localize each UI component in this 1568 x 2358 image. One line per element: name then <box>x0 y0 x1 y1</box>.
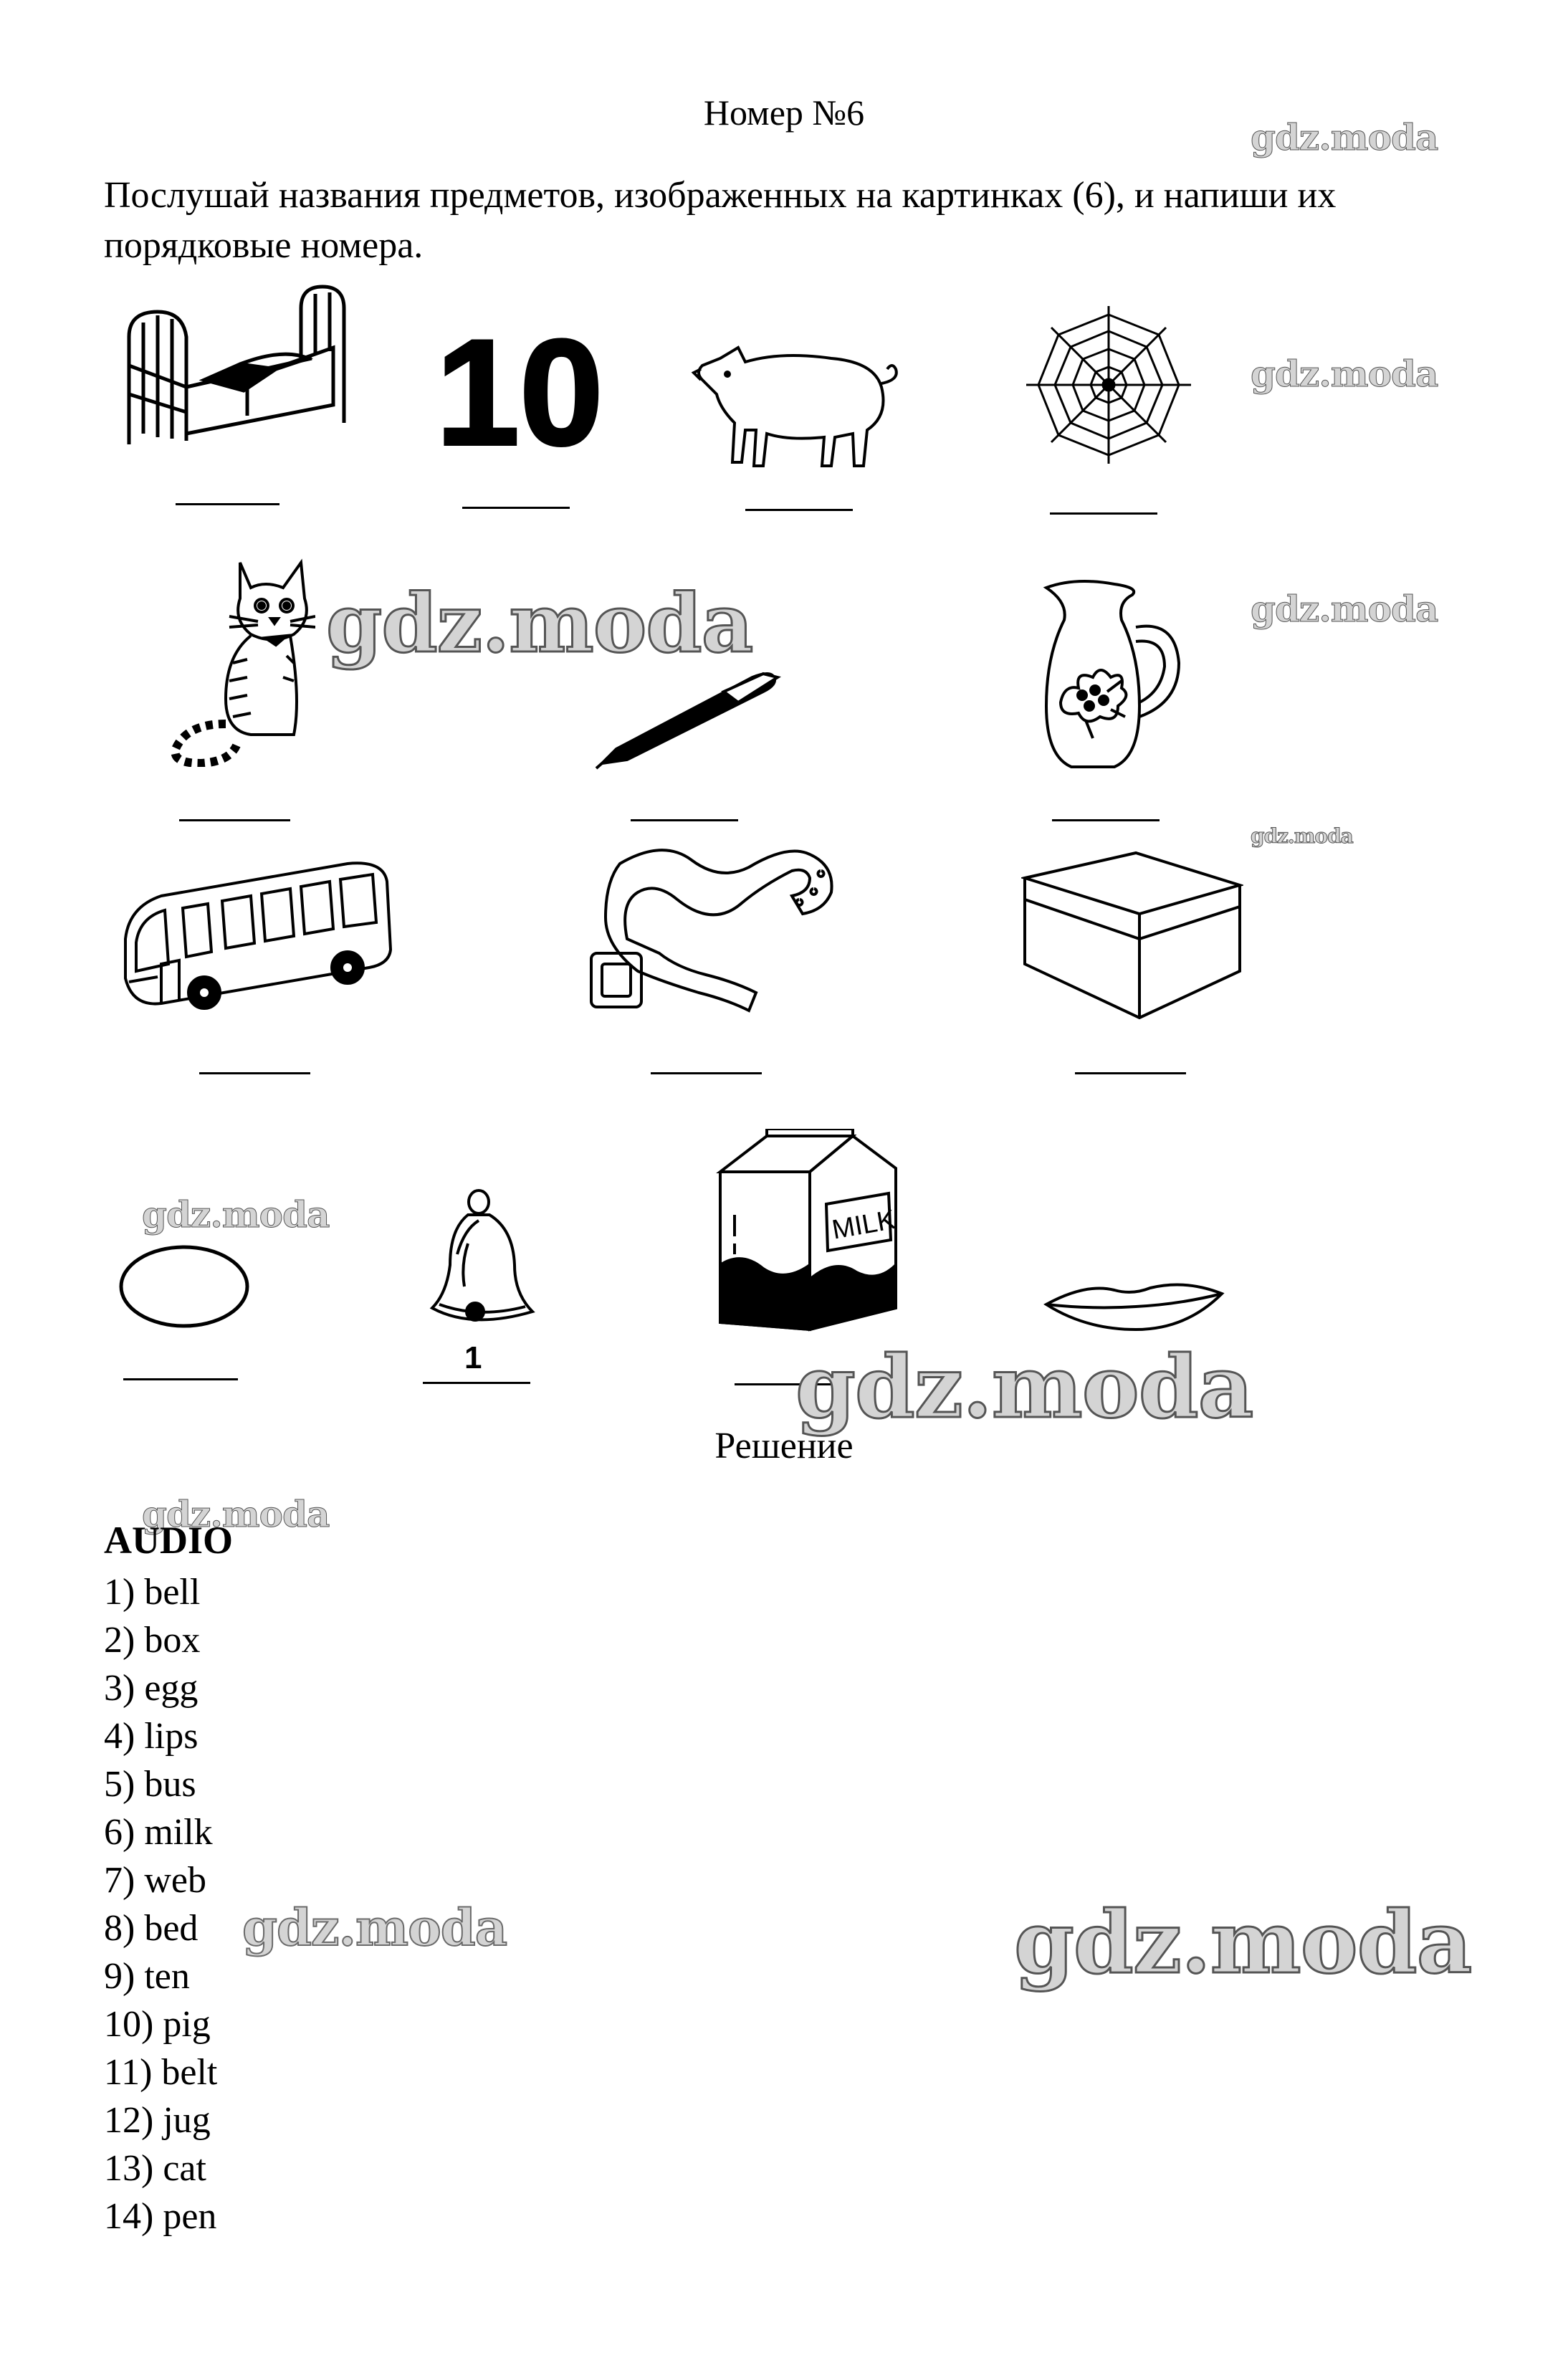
answer-line-belt[interactable] <box>651 1072 762 1074</box>
task-instruction: Послушай названия предметов, изображенных на картинках (6), и напиши их порядковые номера. <box>104 175 1337 266</box>
list-item: 3) egg <box>104 1668 199 1709</box>
answer-value-bell: 1 <box>464 1340 482 1375</box>
watermark: gdz.moda <box>1251 588 1438 630</box>
belt-picture <box>577 831 842 1014</box>
list-item: 6) milk <box>104 1812 213 1853</box>
watermark: gdz.moda <box>1251 353 1438 395</box>
watermark: gdz.moda <box>795 1337 1253 1438</box>
answer-line-pen[interactable] <box>631 819 738 821</box>
bus-picture <box>118 856 394 1014</box>
list-item: 2) box <box>104 1620 201 1661</box>
lips-picture <box>1043 1279 1225 1333</box>
answer-line-egg[interactable] <box>123 1378 238 1380</box>
answer-line-jug[interactable] <box>1052 819 1160 821</box>
bell-picture <box>429 1186 540 1330</box>
web-picture <box>1021 305 1197 466</box>
bed-picture <box>118 280 348 452</box>
audio-title: AUDIO <box>104 1519 234 1562</box>
ten-digits: 10 <box>436 323 603 459</box>
pig-picture <box>688 330 910 473</box>
page-title: Номер №6 <box>703 92 865 133</box>
jug-picture <box>1032 577 1197 774</box>
box-picture <box>1021 849 1243 1021</box>
milk-picture <box>713 1129 903 1337</box>
answer-line-bed[interactable] <box>176 503 279 505</box>
answer-line-cat[interactable] <box>179 819 290 821</box>
watermark: gdz.moda <box>326 577 753 671</box>
cat-picture <box>158 555 315 767</box>
watermark: gdz.moda <box>242 1898 507 1957</box>
solution-heading: Решение <box>714 1426 854 1466</box>
answer-list <box>104 1568 217 2240</box>
list-item: 5) bus <box>104 1764 196 1805</box>
watermark: gdz.moda <box>1251 116 1438 158</box>
egg-picture <box>116 1244 252 1330</box>
answer-line-pig[interactable] <box>745 509 853 511</box>
answer-line-ten[interactable] <box>462 507 570 509</box>
answer-line-bell[interactable] <box>423 1382 530 1384</box>
list-item: 9) ten <box>104 1956 190 1997</box>
ten-picture <box>423 323 616 459</box>
list-item: 13) cat <box>104 2148 206 2189</box>
watermark: gdz.moda <box>1014 1892 1472 1993</box>
watermark: gdz.moda <box>142 1193 330 1236</box>
list-item: 12) jug <box>104 2100 211 2141</box>
list-item: 14) pen <box>104 2196 217 2237</box>
answer-line-box[interactable] <box>1075 1072 1186 1074</box>
milk-label: MILK <box>829 1204 898 1246</box>
list-item: 1) bell <box>104 1572 201 1613</box>
answer-line-bus[interactable] <box>199 1072 310 1074</box>
list-item: 7) web <box>104 1860 206 1901</box>
watermark: gdz.moda <box>1251 824 1353 848</box>
list-item: 8) bed <box>104 1908 199 1949</box>
pen-picture <box>595 667 781 770</box>
list-item: 4) lips <box>104 1716 199 1757</box>
watermark: gdz.moda <box>142 1493 330 1535</box>
list-item: 10) pig <box>104 2004 211 2045</box>
list-item: 11) belt <box>104 2052 218 2093</box>
answer-line-web[interactable] <box>1050 512 1157 515</box>
